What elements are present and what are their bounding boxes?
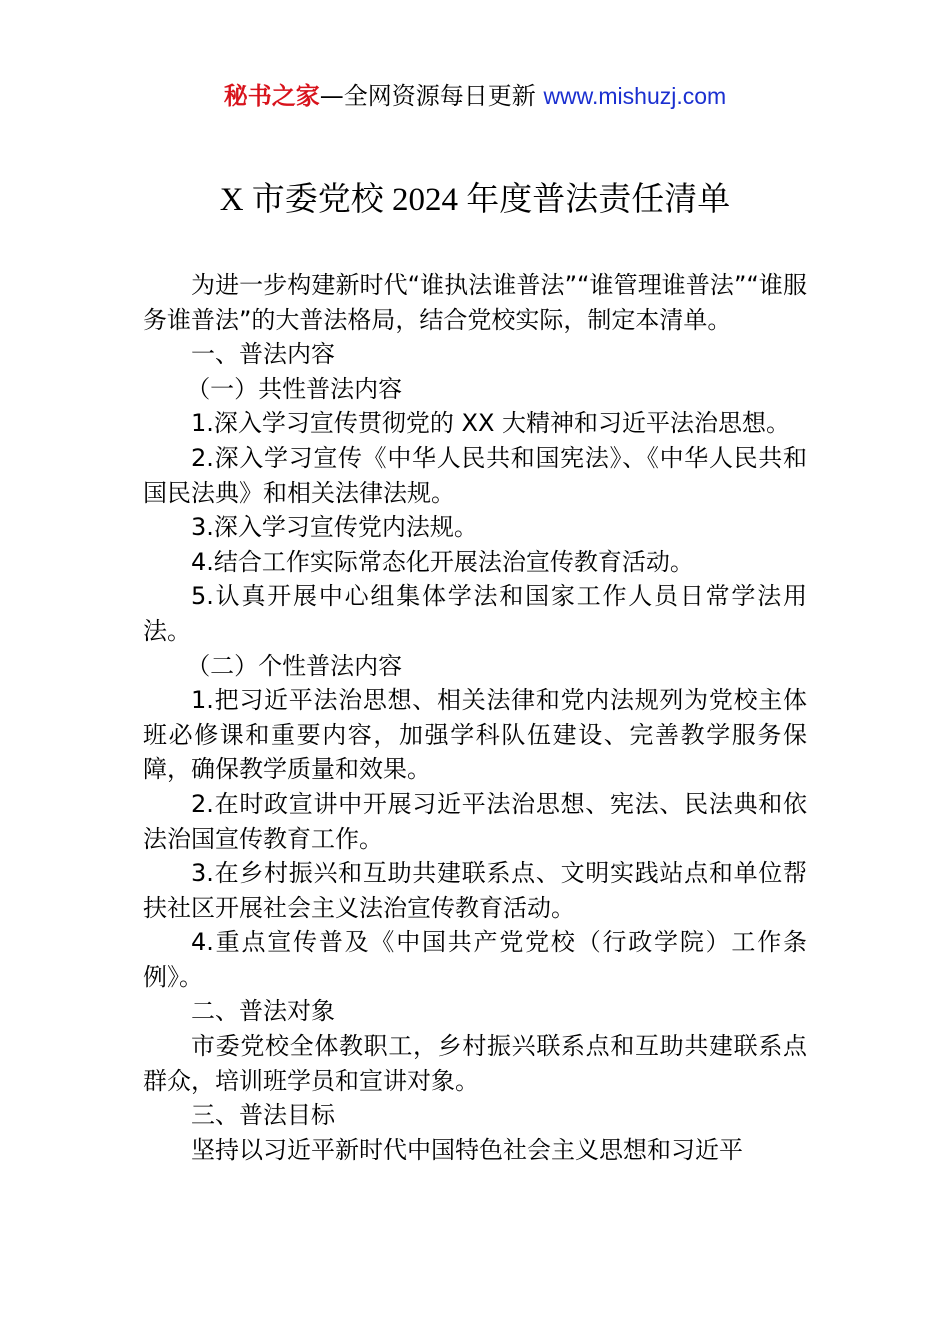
header-tagline: —全网资源每日更新 <box>319 82 536 110</box>
list-item: 1.把习近平法治思想、相关法律和党内法规列为党校主体班必修课和重要内容，加强学科队伍建设、完善教学服务保障，确保教学质量和效果。 <box>143 686 807 784</box>
list-item: 3.深入学习宣传党内法规。 <box>191 513 478 542</box>
brand-name: 秘书之家 <box>223 82 320 110</box>
document-body <box>143 268 807 1167</box>
document-title: X 市委党校 2024 年度普法责任清单 <box>219 182 731 218</box>
list-item: 2.在时政宣讲中开展习近平法治思想、宪法、民法典和依法治国宣传教育工作。 <box>143 789 807 853</box>
section-heading: 三、普法目标 <box>191 1101 335 1130</box>
list-item: 1.深入学习宣传贯彻党的 XX 大精神和习近平法治思想。 <box>191 409 791 438</box>
site-header <box>0 80 950 112</box>
section-paragraph: 坚持以习近平新时代中国特色社会主义思想和习近平 <box>191 1135 743 1164</box>
list-item: 4.结合工作实际常态化开展法治宣传教育活动。 <box>191 547 694 576</box>
subsection-heading: （一）共性普法内容 <box>186 374 403 403</box>
subsection-heading: （二）个性普法内容 <box>186 651 403 680</box>
list-item: 2.深入学习宣传《中华人民共和国宪法》、《中华人民共和国民法典》和相关法律法规。 <box>143 443 807 507</box>
list-item: 3.在乡村振兴和互助共建联系点、文明实践站点和单位帮扶社区开展社会主义法治宣传教育活动。 <box>143 859 807 922</box>
section-paragraph: 市委党校全体教职工，乡村振兴联系点和互助共建联系点群众，培训班学员和宣讲对象。 <box>143 1032 807 1095</box>
list-item: 5.认真开展中心组集体学法和国家工作人员日常学法用法。 <box>143 582 807 645</box>
list-item: 4.重点宣传普及《中国共产党党校（行政学院）工作条例》。 <box>143 928 807 991</box>
section-heading: 二、普法对象 <box>191 997 335 1026</box>
section-heading: 一、普法内容 <box>191 340 335 369</box>
site-url-link[interactable]: www.mishuzj.com <box>543 83 727 109</box>
intro-paragraph: 为进一步构建新时代“谁执法谁普法”“谁管理谁普法”“谁服务谁普法”的大普法格局，结合党校实际，制定本清单。 <box>143 271 807 334</box>
